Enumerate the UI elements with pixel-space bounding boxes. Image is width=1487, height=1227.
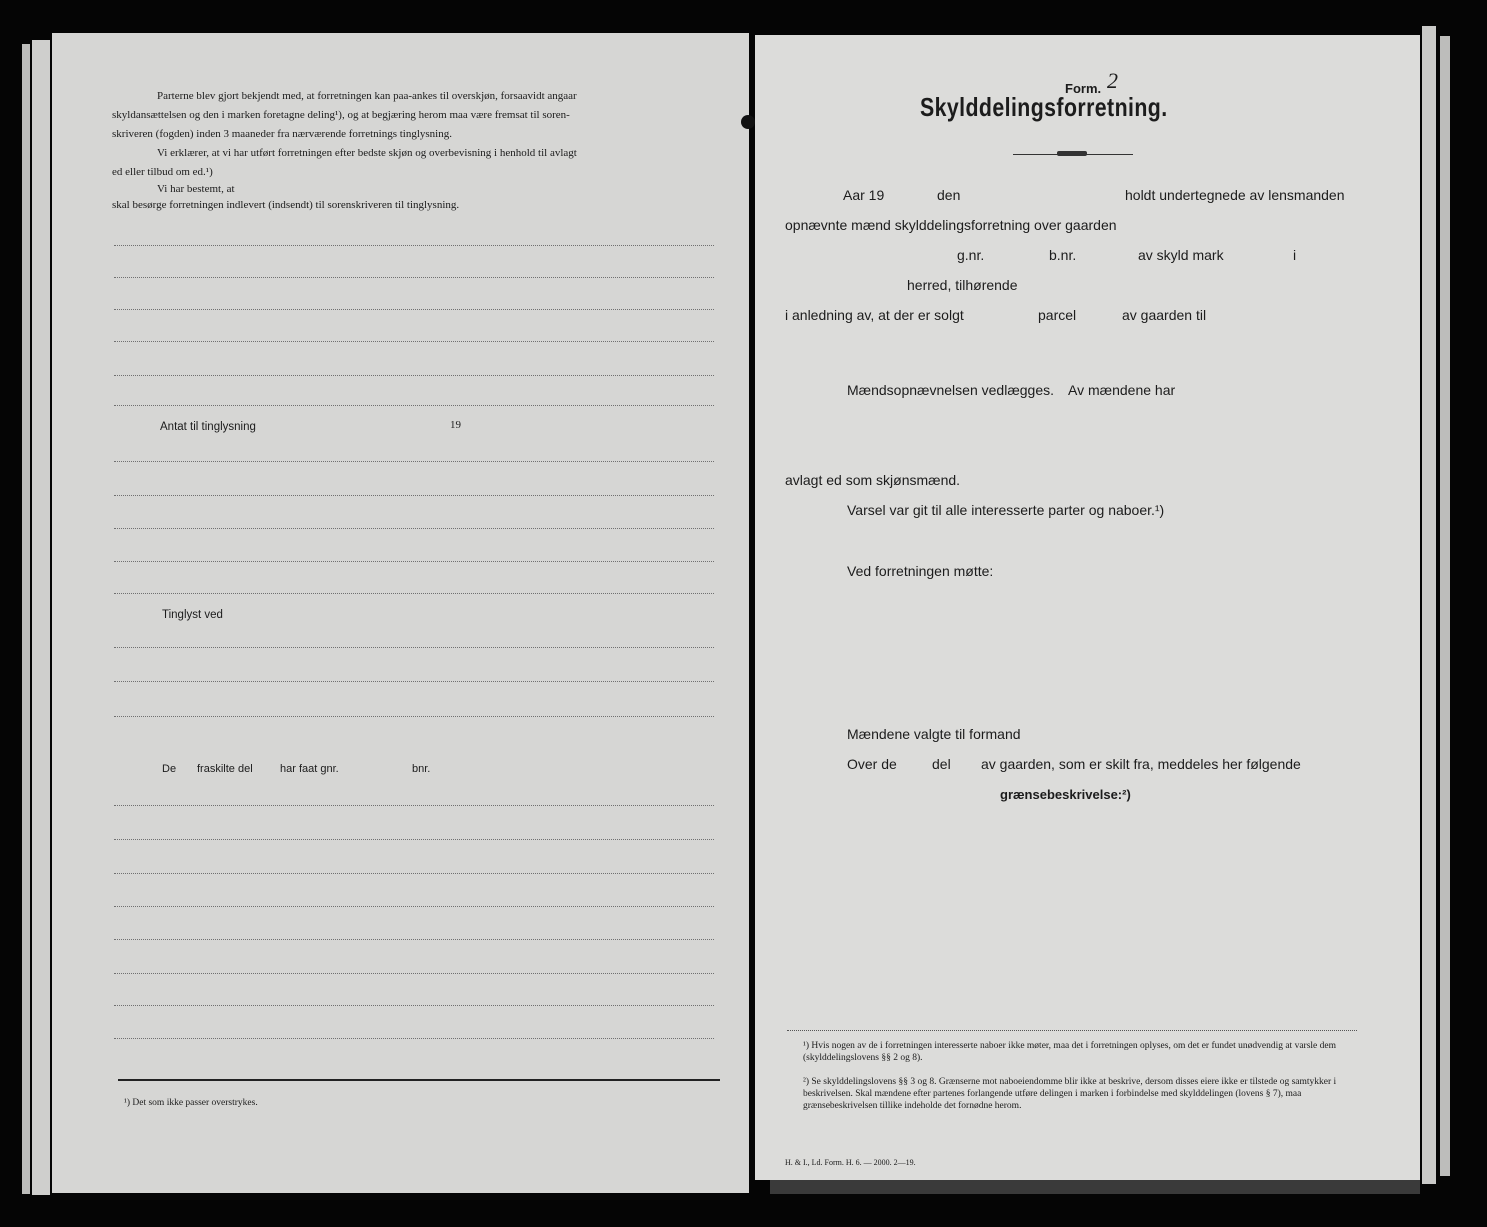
paragraph-anke-2: skyldansættelsen og den i marken foretagne deling¹), og at begjæring herom maa være fremsat til soren-	[112, 109, 570, 121]
avlagt-ed: avlagt ed som skjønsmænd.	[785, 472, 961, 488]
fraskilte-bnr: bnr.	[412, 763, 431, 775]
dotted-line	[114, 461, 714, 462]
binding-knob	[741, 115, 755, 129]
over-del: del	[932, 756, 951, 772]
dotted-line	[114, 973, 714, 974]
line-skyld: av skyld mark	[1138, 247, 1224, 263]
line-holdt: holdt undertegnede av lensmanden	[1125, 187, 1345, 203]
line-gaarden: av gaarden til	[1122, 307, 1207, 323]
dotted-line	[114, 593, 714, 594]
dotted-line	[114, 906, 714, 907]
dotted-line	[114, 647, 714, 648]
right-footnote-2: ²) Se skylddelingslovens §§ 3 og 8. Grænserne mot naboeiendomme blir ikke at beskrive, dersom disses eiere ikke er tilstede og samtykker i beskrivelsen. Skal mændene efter partenes forlangende utføre delingen i marken i forbindelse med skylddelingen (lovens § 7), maa grænsebeskrivelsen tillike indeholde det fornødne herom.	[803, 1077, 1337, 1111]
line-herred: herred, tilhørende	[907, 277, 1018, 293]
right-page-edge-outer	[1440, 36, 1450, 1176]
paragraph-bestemt: Vi har bestemt, at	[157, 183, 235, 195]
ved-forretningen-motte: Ved forretningen møtte:	[847, 563, 994, 579]
fraskilte-de: De	[162, 763, 177, 775]
printer-mark: H. & I., Ld. Form. H. 6. — 2000. 2—19.	[785, 1158, 916, 1167]
line-parcel: parcel	[1038, 307, 1077, 323]
document-title: Skylddelingsforretning.	[920, 92, 1168, 122]
dotted-line	[114, 716, 714, 717]
varsel: Varsel var git til alle interesserte parter og naboer.¹)	[847, 502, 1165, 518]
antat-year: 19	[450, 419, 461, 431]
dotted-line	[114, 681, 714, 682]
paragraph-erklaering-2: ed eller tilbud om ed.¹)	[112, 166, 213, 178]
paragraph-anke: Parterne blev gjort bekjendt med, at forretningen kan paa-ankes til overskjøn, forsaavidt angaar	[157, 90, 577, 102]
footnote-separator	[787, 1030, 1357, 1031]
paragraph-anke-3: skriveren (fogden) inden 3 maaneder fra nærværende forretnings tinglysning.	[112, 128, 452, 140]
fraskilte-del: fraskilte del	[197, 763, 253, 775]
line-anledning: i anledning av, at der er solgt	[785, 307, 964, 323]
dotted-line	[114, 1038, 714, 1039]
dotted-line	[114, 839, 714, 840]
right-footnote-1: ¹) Hvis nogen av de i forretningen interesserte naboer ikke møter, maa det i forretningen oplyses, om det er fundet unødvendig at varsle dem (skylddelingslovens §§ 2 og 8).	[803, 1041, 1336, 1063]
footnote-separator	[118, 1079, 720, 1081]
right-page-edge	[1422, 26, 1436, 1184]
left-page-edge-inner	[32, 40, 50, 1195]
dotted-line	[114, 561, 714, 562]
over-de: Over de	[847, 756, 897, 772]
dotted-line	[114, 341, 714, 342]
right-page	[755, 35, 1420, 1180]
paragraph-besorge: skal besørge forretningen indlevert (indsendt) til sorenskriveren til tinglysning.	[112, 199, 460, 211]
dotted-line	[114, 309, 714, 310]
maendsopnaevnelsen: Mændsopnævnelsen vedlægges.	[847, 382, 1055, 398]
fraskilte-gnr: har faat gnr.	[280, 763, 339, 775]
av-maendene: Av mændene har	[1068, 382, 1176, 398]
dotted-line	[114, 939, 714, 940]
line-opnaevnte: opnævnte mænd skylddelingsforretning over gaarden	[785, 217, 1117, 233]
dotted-line	[114, 405, 714, 406]
dotted-line	[114, 245, 714, 246]
line-aar: Aar 19	[843, 187, 885, 203]
dotted-line	[114, 528, 714, 529]
left-page	[52, 33, 749, 1193]
left-footnote: ¹) Det som ikke passer overstrykes.	[124, 1098, 258, 1108]
form-number: 2	[1107, 68, 1118, 93]
formand: Mændene valgte til formand	[847, 726, 1021, 742]
line-den: den	[937, 187, 961, 203]
over-rest: av gaarden, som er skilt fra, meddeles her følgende	[981, 756, 1301, 772]
dotted-line	[114, 375, 714, 376]
dotted-line	[114, 805, 714, 806]
graensebeskrivelse: grænsebeskrivelse:²)	[1000, 787, 1131, 802]
dotted-line	[114, 277, 714, 278]
tinglyst-label: Tinglyst ved	[162, 609, 223, 621]
antat-label: Antat til tinglysning	[160, 421, 256, 433]
dotted-line	[114, 495, 714, 496]
form-label: Form.	[1065, 81, 1102, 96]
paragraph-erklaering: Vi erklærer, at vi har utført forretningen efter bedste skjøn og overbevisning i henhold til avlagt	[157, 147, 577, 159]
line-gnr: g.nr.	[957, 247, 985, 263]
line-bnr: b.nr.	[1049, 247, 1077, 263]
title-ornament-center	[1057, 151, 1087, 156]
dotted-line	[114, 873, 714, 874]
dotted-line	[114, 1005, 714, 1006]
left-page-edge	[22, 44, 30, 1194]
bottom-edge-strip	[770, 1180, 1420, 1194]
line-i: i	[1293, 247, 1297, 263]
